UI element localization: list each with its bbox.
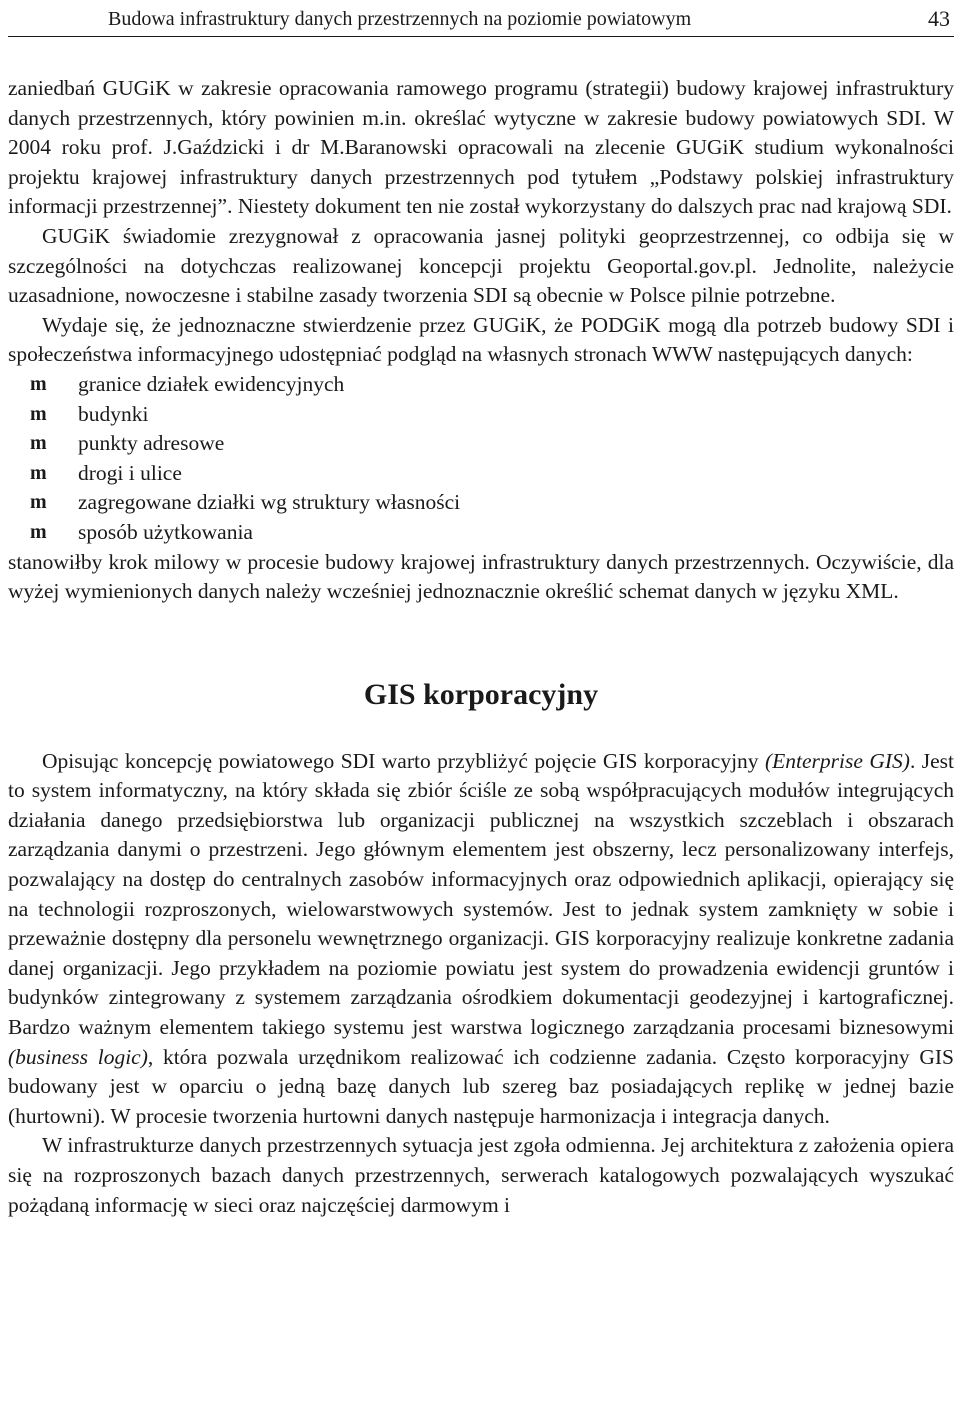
page-number: 43	[928, 6, 950, 31]
bullet-icon: m	[30, 461, 47, 484]
bullet-icon: m	[30, 402, 47, 425]
list-item: m zagregowane działki wg struktury własności	[8, 488, 954, 518]
section-title: GIS korporacyjny	[363, 677, 599, 711]
paragraph-5: Opisując koncepcję powiatowego SDI warto przybliżyć pojęcie GIS korporacyjny (Enterprise GIS). Jest to system informatyczny, na który składa się zbiór ściśle ze sobą współpracujących modułów integrujących działania danego przedsiębiorstwa lub organizacji publicznej na wszystkich szczeblach i obszarach zarządzania danymi o przestrzeni. Jego głównym elementem jest obszerny, lecz personalizowany interfejs, pozwalający na dostęp do centralnych zasobów informacyjnych oraz odpowiednich aplikacji, opierający się na technologii rozproszonych, wielowarstwowych systemów. Jest to jednak system zamknięty w sobie i przeważnie dostępny dla personelu wewnętrznego organizacji. GIS korporacyjny realizuje konkretne zadania danej organizacji. Jego przykładem na poziomie powiatu jest system do prowadzenia ewidencji gruntów i budynków zintegrowany z systemem zarządzania ośrodkiem dokumentacji geodezyjnej i kartograficznej. Bardzo ważnym elementem takiego systemu jest warstwa logicznego zarządzania procesami biznesowymi (business logic), która pozwala urzędnikom realizować ich codzienne zadania. Często korporacyjny GIS budowany jest w oparciu o jedną bazę danych lub szereg baz posiadających replikę w jednej bazie (hurtowni). W procesie tworzenia hurtowni danych następuje harmonizacja i integracja danych.	[8, 748, 955, 1128]
data-list	[8, 370, 954, 548]
body-text	[8, 74, 954, 1220]
running-header	[8, 0, 954, 30]
running-title: Budowa infrastruktury danych przestrzennych na poziomie powiatowym	[108, 8, 692, 30]
list-item: m sposób użytkowania	[8, 518, 954, 548]
bullet-icon: m	[30, 520, 47, 543]
paragraph-4: stanowiłby krok milowy w procesie budowy krajowej infrastruktury danych przestrzennych. Oczywiście, dla wyżej wymienionych danych należy wcześniej jednoznacznie określić schemat danych w języku XML.	[8, 549, 954, 604]
list-item: m granice działek ewidencyjnych	[8, 370, 954, 400]
list-item: m drogi i ulice	[8, 459, 954, 489]
paragraph-1: zaniedbań GUGiK w zakresie opracowania ramowego programu (strategii) budowy krajowej infrastruktury danych przestrzennych, który powinien m.in. określać wytyczne w zakresie budowy powiatowych SDI. W 2004 roku prof. J.Gaździcki i dr M.Baranowski opracowali na zlecenie GUGiK studium wykonalności projektu krajowej infrastruktury danych przestrzennych pod tytułem „Podstawy polskiej infrastruktury informacji przestrzennej”. Niestety dokument ten nie został wykorzystany do dalszych prac nad krajową SDI.	[8, 76, 954, 219]
header-rule	[8, 36, 954, 37]
list-item: m punkty adresowe	[8, 429, 954, 459]
bullet-icon: m	[30, 491, 47, 514]
paragraph-3: Wydaje się, że jednoznaczne stwierdzenie przez GUGiK, że PODGiK mogą dla potrzeb budowy SDI i społeczeństwa informacyjnego udostępniać podgląd na własnych stronach WWW następujących danych:	[8, 312, 954, 367]
list-item: m budynki	[8, 400, 954, 430]
paragraph-2: GUGiK świadomie zrezygnował z opracowania jasnej polityki geoprzestrzennej, co odbija się w szczególności na dotychczas realizowanej koncepcji projektu Geoportal.gov.pl. Jednolite, należycie uzasadnione, nowoczesne i stabilne zasady tworzenia SDI są obecnie w Polsce pilnie potrzebne.	[8, 223, 954, 308]
paragraph-6: W infrastrukturze danych przestrzennych sytuacja jest zgoła odmienna. Jej architektura z założenia opiera się na rozproszonych bazach danych przestrzennych, serwerach katalogowych pozwalających wyszukać pożądaną informację w sieci oraz najczęściej darmowym i	[8, 1133, 954, 1217]
term-business-logic: (business logic)	[8, 1044, 148, 1069]
term-enterprise-gis: (Enterprise GIS)	[764, 748, 910, 773]
bullet-icon: m	[30, 372, 47, 395]
bullet-icon: m	[30, 432, 47, 455]
